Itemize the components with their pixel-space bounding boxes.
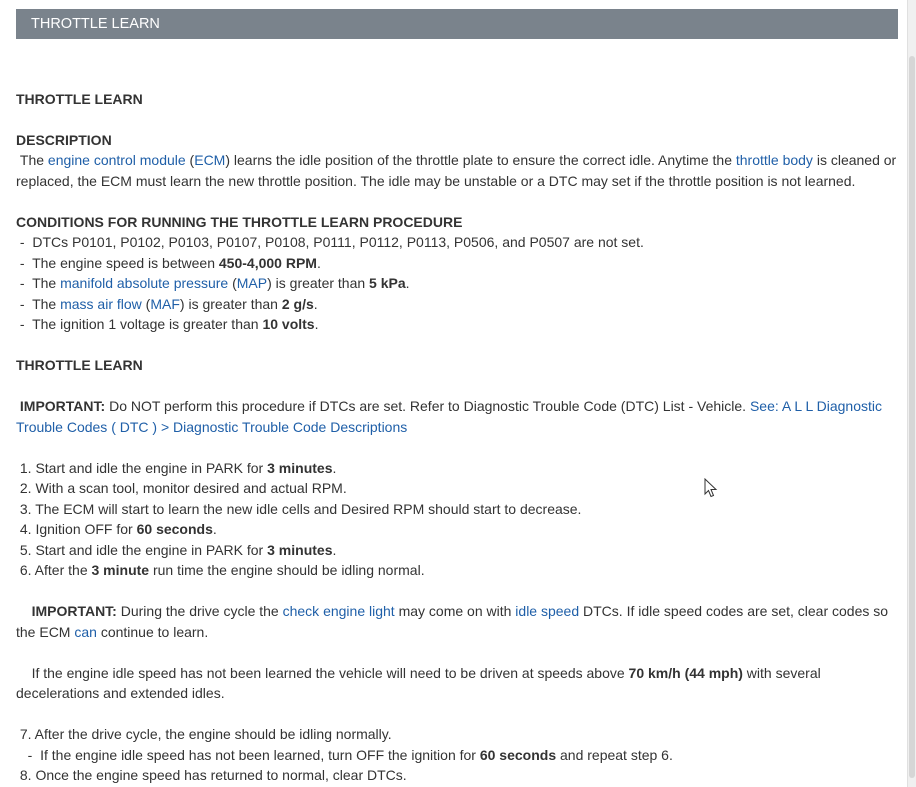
- link-maf[interactable]: MAF: [150, 295, 180, 312]
- text-run: 1. Start and idle the engine in PARK for: [16, 459, 268, 476]
- step-subitem: [16, 745, 900, 766]
- link-can[interactable]: can: [74, 623, 97, 640]
- link-ecm[interactable]: ECM: [194, 152, 226, 168]
- bold-value: 70 km/h (44 mph): [628, 664, 743, 681]
- text-run: and repeat step 6.: [556, 746, 673, 763]
- text-run: - The: [16, 295, 61, 312]
- scrollbar-thumb[interactable]: [909, 56, 915, 778]
- document-content: [16, 68, 900, 786]
- text-run: .: [313, 295, 318, 312]
- link-map[interactable]: MAP: [236, 275, 268, 291]
- text-run: DTCs. If idle speed codes are set, clear codes so the ECM: [16, 603, 892, 640]
- bold-value: 60 seconds: [479, 746, 557, 763]
- text-run: .: [332, 541, 337, 558]
- description-paragraph: [16, 150, 900, 191]
- description-title: DESCRIPTION: [16, 131, 112, 148]
- text-run: with several decelerations and extended idles.: [16, 664, 825, 701]
- step-item: [16, 540, 900, 561]
- bold-value: 450-4,000 RPM: [218, 254, 317, 271]
- bold-value: 2 g/s: [281, 295, 314, 312]
- page-header-bar: [16, 9, 898, 39]
- step-item: 8. Once the engine speed has returned to normal, clear DTCs.: [16, 767, 407, 783]
- text-run: .: [314, 316, 319, 332]
- link-idle-speed[interactable]: idle speed: [515, 603, 580, 619]
- text-run: Do NOT perform this procedure if DTCs are set. Refer to Diagnostic Trouble Code (DTC) List - Vehicle.: [105, 398, 750, 414]
- link-mass-air-flow[interactable]: mass air flow: [60, 295, 142, 312]
- text-run: - The engine speed is between: [16, 254, 219, 271]
- text-run: (: [185, 152, 195, 168]
- text-run: continue to learn.: [96, 623, 209, 640]
- vertical-scrollbar[interactable]: [907, 0, 916, 787]
- link-see-dtc-descriptions[interactable]: See: A L L Diagnostic Trouble Codes ( DTC ) > Diagnostic Trouble Code Descriptions: [16, 398, 886, 435]
- bold-value: 10 volts: [262, 316, 315, 332]
- step-item: [16, 458, 900, 479]
- link-engine-control-module[interactable]: engine control module: [47, 152, 186, 168]
- condition-item: [16, 294, 900, 315]
- text-run: (: [141, 295, 151, 312]
- text-run: If the engine idle speed has not been learned the vehicle will need to be driven at speeds above: [16, 664, 629, 681]
- drive-cycle-paragraph: [16, 663, 900, 704]
- condition-item: [16, 273, 900, 294]
- text-run: - The: [16, 275, 61, 291]
- document-heading: THROTTLE LEARN: [16, 90, 143, 107]
- text-run: During the drive cycle the: [116, 603, 283, 619]
- important-note-2: [16, 601, 900, 642]
- condition-item: [16, 253, 900, 274]
- text-run: .: [405, 275, 410, 291]
- text-run: - The ignition 1 voltage is greater than: [16, 316, 263, 332]
- step-item: 3. The ECM will start to learn the new idle cells and Desired RPM should start to decrease.: [16, 500, 582, 517]
- step-item: 2. With a scan tool, monitor desired and actual RPM.: [16, 480, 347, 496]
- text-run: .: [316, 254, 321, 271]
- link-throttle-body[interactable]: throttle body: [735, 152, 813, 168]
- condition-item: - DTCs P0101, P0102, P0103, P0107, P0108, P0111, P0112, P0113, P0506, and P0507 are not set.: [16, 234, 644, 250]
- important-note-1: [16, 396, 900, 437]
- bold-value: 3 minutes: [267, 541, 333, 558]
- link-manifold-absolute-pressure[interactable]: manifold absolute pressure: [60, 275, 229, 291]
- bold-value: 3 minutes: [267, 459, 333, 476]
- text-run: (: [228, 275, 237, 291]
- page-header-title: THROTTLE LEARN: [31, 16, 160, 32]
- bold-value: 5 kPa: [369, 275, 406, 291]
- mouse-pointer-icon: [704, 478, 718, 498]
- bold-value: 60 seconds: [136, 521, 213, 537]
- text-run: 6. After the: [16, 562, 92, 578]
- text-run: ) learns the idle position of the throttle plate to ensure the correct idle. Anytime the: [225, 152, 736, 168]
- text-run: The: [16, 152, 48, 168]
- condition-item: [16, 314, 900, 335]
- text-run: ) is greater than: [267, 275, 370, 291]
- text-run: 4. Ignition OFF for: [16, 521, 137, 537]
- text-run: is cleaned or replaced, the ECM must learn the new throttle position. The idle may be unstable or a DTC may set if the throttle position is not learned.: [16, 152, 901, 189]
- text-run: run time the engine should be idling normal.: [149, 562, 425, 578]
- step-item: 7. After the drive cycle, the engine should be idling normally.: [16, 726, 392, 742]
- step-item: [16, 560, 900, 581]
- important-label: IMPORTANT:: [16, 603, 117, 619]
- throttle-learn-title: THROTTLE LEARN: [16, 357, 143, 373]
- text-run: .: [332, 459, 337, 476]
- text-run: .: [212, 521, 217, 537]
- conditions-title: CONDITIONS FOR RUNNING THE THROTTLE LEARN PROCEDURE: [16, 213, 463, 230]
- text-run: ) is greater than: [179, 295, 282, 312]
- text-run: may come on with: [394, 603, 516, 619]
- text-run: - If the engine idle speed has not been learned, turn OFF the ignition for: [16, 746, 480, 763]
- important-label: IMPORTANT:: [16, 398, 106, 414]
- bold-value: 3 minute: [91, 562, 150, 578]
- step-item: [16, 519, 900, 540]
- text-run: 5. Start and idle the engine in PARK for: [16, 541, 268, 558]
- link-check-engine-light[interactable]: check engine light: [282, 603, 395, 619]
